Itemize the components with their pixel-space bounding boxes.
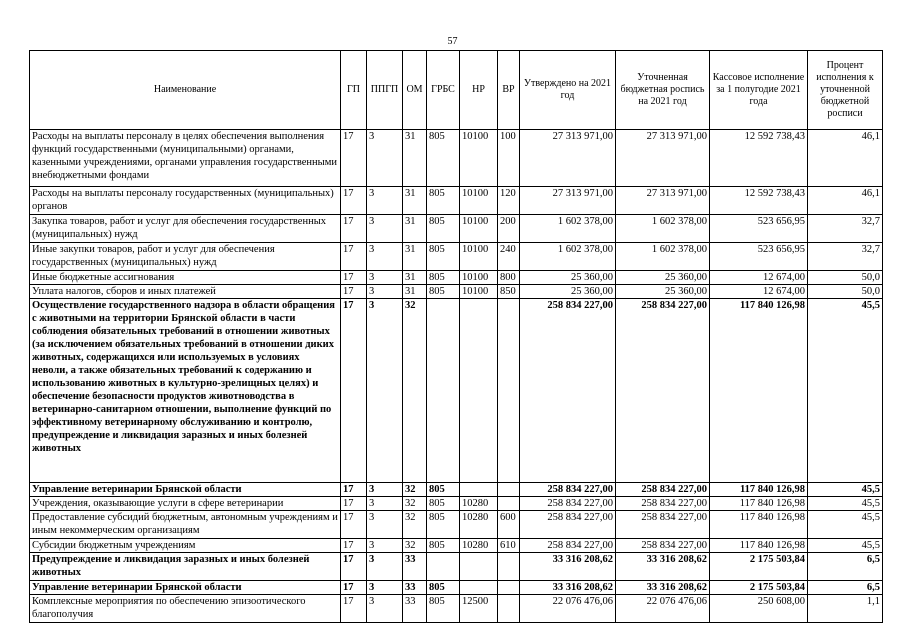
cell-gp: 17 <box>341 581 367 595</box>
cell-refined: 1 602 378,00 <box>616 215 710 243</box>
cell-ppgp: 3 <box>367 539 403 553</box>
table-row <box>30 497 883 511</box>
cell-cash: 117 840 126,98 <box>710 539 808 553</box>
cell-nr: 10100 <box>460 215 498 243</box>
cell-refined: 27 313 971,00 <box>616 187 710 215</box>
cell-name: Предупреждение и ликвидация заразных и иных болезней животных <box>30 553 341 581</box>
table-row <box>30 243 883 271</box>
cell-approved: 25 360,00 <box>520 285 616 299</box>
cell-percent: 45,5 <box>808 511 883 539</box>
cell-approved: 1 602 378,00 <box>520 243 616 271</box>
cell-ppgp: 3 <box>367 553 403 581</box>
cell-grbs: 805 <box>427 215 460 243</box>
cell-ppgp: 3 <box>367 299 403 483</box>
cell-ppgp: 3 <box>367 243 403 271</box>
cell-nr: 10100 <box>460 130 498 187</box>
cell-ppgp: 3 <box>367 595 403 623</box>
cell-refined: 22 076 476,06 <box>616 595 710 623</box>
cell-percent: 32,7 <box>808 243 883 271</box>
cell-vr <box>498 497 520 511</box>
cell-percent: 45,5 <box>808 539 883 553</box>
cell-grbs <box>427 553 460 581</box>
cell-ppgp: 3 <box>367 215 403 243</box>
cell-vr <box>498 595 520 623</box>
cell-vr: 610 <box>498 539 520 553</box>
cell-cash: 12 592 738,43 <box>710 130 808 187</box>
cell-refined: 258 834 227,00 <box>616 483 710 497</box>
cell-grbs: 805 <box>427 483 460 497</box>
cell-gp: 17 <box>341 497 367 511</box>
cell-name: Предоставление субсидий бюджетным, автономным учреждениям и иным некоммерческим организациям <box>30 511 341 539</box>
cell-gp: 17 <box>341 299 367 483</box>
table-row <box>30 553 883 581</box>
cell-gp: 17 <box>341 483 367 497</box>
col-header-name: Наименование <box>30 51 341 130</box>
cell-om: 31 <box>403 215 427 243</box>
cell-percent: 50,0 <box>808 285 883 299</box>
cell-nr: 10280 <box>460 511 498 539</box>
cell-grbs: 805 <box>427 130 460 187</box>
cell-refined: 258 834 227,00 <box>616 299 710 483</box>
cell-om: 31 <box>403 271 427 285</box>
cell-om: 33 <box>403 553 427 581</box>
cell-nr: 10100 <box>460 285 498 299</box>
cell-grbs: 805 <box>427 271 460 285</box>
cell-nr: 10100 <box>460 271 498 285</box>
table-row <box>30 187 883 215</box>
cell-cash: 117 840 126,98 <box>710 497 808 511</box>
cell-name: Учреждения, оказывающие услуги в сфере ветеринарии <box>30 497 341 511</box>
cell-vr: 240 <box>498 243 520 271</box>
cell-approved: 258 834 227,00 <box>520 299 616 483</box>
cell-om: 31 <box>403 285 427 299</box>
cell-percent: 6,5 <box>808 581 883 595</box>
cell-ppgp: 3 <box>367 271 403 285</box>
cell-ppgp: 3 <box>367 187 403 215</box>
cell-name: Осуществление государственного надзора в области обращения с животными на территории Брянской области в части соблюдения обязательных требований в отношении животных (за исключением обязательных требований в отношении диких животных, содержащихся или используемых в условиях неволи, а также обязательных требований к содержанию и использованию животных в культурно-зрелищных целях) и обеспечение безопасности продуктов животноводства в ветеринарно-санитарном отношении, выполнение функций по эффективному ветеринарному обслуживанию и контролю, предупреждение и ликвидация заразных и иных болезней животных <box>30 299 341 483</box>
cell-refined: 27 313 971,00 <box>616 130 710 187</box>
cell-grbs: 805 <box>427 243 460 271</box>
cell-refined: 258 834 227,00 <box>616 511 710 539</box>
cell-grbs: 805 <box>427 187 460 215</box>
cell-om: 32 <box>403 539 427 553</box>
cell-nr: 10280 <box>460 539 498 553</box>
cell-refined: 33 316 208,62 <box>616 553 710 581</box>
cell-nr: 10280 <box>460 497 498 511</box>
cell-approved: 33 316 208,62 <box>520 581 616 595</box>
cell-refined: 258 834 227,00 <box>616 497 710 511</box>
cell-cash: 12 674,00 <box>710 271 808 285</box>
cell-percent: 45,5 <box>808 299 883 483</box>
table-row <box>30 511 883 539</box>
cell-percent: 46,1 <box>808 187 883 215</box>
cell-vr: 200 <box>498 215 520 243</box>
cell-grbs: 805 <box>427 511 460 539</box>
cell-name: Комплексные мероприятия по обеспечению эпизоотического благополучия <box>30 595 341 623</box>
cell-nr: 10100 <box>460 187 498 215</box>
cell-approved: 258 834 227,00 <box>520 539 616 553</box>
cell-gp: 17 <box>341 553 367 581</box>
table-header-row <box>30 51 883 130</box>
cell-approved: 258 834 227,00 <box>520 497 616 511</box>
col-header-percent: Процент исполнения к уточненной бюджетной росписи <box>808 51 883 130</box>
cell-name: Расходы на выплаты персоналу в целях обеспечения выполнения функций государственными (муниципальными) органами, казенными учреждениями, органами управления государственными внебюджетными фондами <box>30 130 341 187</box>
cell-om: 32 <box>403 497 427 511</box>
cell-om: 31 <box>403 243 427 271</box>
cell-cash: 2 175 503,84 <box>710 581 808 595</box>
page-number: 57 <box>447 36 458 47</box>
col-header-vr: ВР <box>498 51 520 130</box>
cell-om: 32 <box>403 511 427 539</box>
cell-percent: 45,5 <box>808 483 883 497</box>
cell-nr: 12500 <box>460 595 498 623</box>
cell-grbs: 805 <box>427 497 460 511</box>
cell-gp: 17 <box>341 539 367 553</box>
cell-vr <box>498 553 520 581</box>
cell-om: 31 <box>403 130 427 187</box>
col-header-approved: Утверждено на 2021 год <box>520 51 616 130</box>
cell-ppgp: 3 <box>367 130 403 187</box>
cell-vr <box>498 299 520 483</box>
cell-nr: 10100 <box>460 243 498 271</box>
cell-grbs: 805 <box>427 539 460 553</box>
cell-cash: 2 175 503,84 <box>710 553 808 581</box>
cell-nr <box>460 299 498 483</box>
cell-nr <box>460 553 498 581</box>
cell-percent: 32,7 <box>808 215 883 243</box>
cell-percent: 45,5 <box>808 497 883 511</box>
table-row <box>30 215 883 243</box>
cell-nr <box>460 483 498 497</box>
cell-grbs: 805 <box>427 581 460 595</box>
cell-vr: 850 <box>498 285 520 299</box>
budget-table <box>29 50 883 623</box>
cell-gp: 17 <box>341 187 367 215</box>
cell-cash: 12 674,00 <box>710 285 808 299</box>
cell-ppgp: 3 <box>367 511 403 539</box>
cell-name: Расходы на выплаты персоналу государственных (муниципальных) органов <box>30 187 341 215</box>
cell-ppgp: 3 <box>367 285 403 299</box>
cell-om: 32 <box>403 483 427 497</box>
cell-gp: 17 <box>341 285 367 299</box>
cell-cash: 117 840 126,98 <box>710 511 808 539</box>
cell-cash: 12 592 738,43 <box>710 187 808 215</box>
cell-vr <box>498 483 520 497</box>
cell-name: Управление ветеринарии Брянской области <box>30 483 341 497</box>
cell-cash: 117 840 126,98 <box>710 483 808 497</box>
cell-om: 31 <box>403 187 427 215</box>
table-row <box>30 539 883 553</box>
cell-vr: 100 <box>498 130 520 187</box>
table-row <box>30 130 883 187</box>
table-row <box>30 271 883 285</box>
cell-grbs: 805 <box>427 285 460 299</box>
cell-refined: 258 834 227,00 <box>616 539 710 553</box>
cell-name: Уплата налогов, сборов и иных платежей <box>30 285 341 299</box>
cell-cash: 523 656,95 <box>710 243 808 271</box>
table-row <box>30 483 883 497</box>
cell-name: Иные закупки товаров, работ и услуг для обеспечения государственных (муниципальных) нужд <box>30 243 341 271</box>
cell-name: Субсидии бюджетным учреждениям <box>30 539 341 553</box>
col-header-om: ОМ <box>403 51 427 130</box>
cell-vr: 600 <box>498 511 520 539</box>
table-row <box>30 581 883 595</box>
cell-percent: 1,1 <box>808 595 883 623</box>
cell-percent: 46,1 <box>808 130 883 187</box>
cell-om: 33 <box>403 581 427 595</box>
cell-gp: 17 <box>341 215 367 243</box>
cell-approved: 33 316 208,62 <box>520 553 616 581</box>
cell-vr <box>498 581 520 595</box>
cell-gp: 17 <box>341 271 367 285</box>
col-header-gp: ГП <box>341 51 367 130</box>
cell-approved: 1 602 378,00 <box>520 215 616 243</box>
cell-gp: 17 <box>341 243 367 271</box>
cell-gp: 17 <box>341 511 367 539</box>
table-row <box>30 285 883 299</box>
table-row <box>30 595 883 623</box>
cell-refined: 25 360,00 <box>616 285 710 299</box>
cell-approved: 22 076 476,06 <box>520 595 616 623</box>
col-header-refined: Уточненная бюджетная роспись на 2021 год <box>616 51 710 130</box>
cell-refined: 25 360,00 <box>616 271 710 285</box>
cell-cash: 250 608,00 <box>710 595 808 623</box>
cell-percent: 6,5 <box>808 553 883 581</box>
col-header-ppgp: ППГП <box>367 51 403 130</box>
cell-percent: 50,0 <box>808 271 883 285</box>
col-header-grbs: ГРБС <box>427 51 460 130</box>
col-header-nr: НР <box>460 51 498 130</box>
cell-grbs <box>427 299 460 483</box>
cell-approved: 25 360,00 <box>520 271 616 285</box>
cell-refined: 1 602 378,00 <box>616 243 710 271</box>
cell-approved: 27 313 971,00 <box>520 130 616 187</box>
cell-vr: 800 <box>498 271 520 285</box>
table-row <box>30 299 883 483</box>
cell-grbs: 805 <box>427 595 460 623</box>
cell-ppgp: 3 <box>367 497 403 511</box>
cell-cash: 117 840 126,98 <box>710 299 808 483</box>
cell-approved: 258 834 227,00 <box>520 511 616 539</box>
cell-refined: 33 316 208,62 <box>616 581 710 595</box>
cell-gp: 17 <box>341 130 367 187</box>
cell-approved: 27 313 971,00 <box>520 187 616 215</box>
cell-nr <box>460 581 498 595</box>
cell-om: 32 <box>403 299 427 483</box>
cell-cash: 523 656,95 <box>710 215 808 243</box>
table-body <box>30 130 883 623</box>
cell-name: Управление ветеринарии Брянской области <box>30 581 341 595</box>
cell-name: Иные бюджетные ассигнования <box>30 271 341 285</box>
cell-approved: 258 834 227,00 <box>520 483 616 497</box>
cell-ppgp: 3 <box>367 483 403 497</box>
cell-name: Закупка товаров, работ и услуг для обеспечения государственных (муниципальных) нужд <box>30 215 341 243</box>
cell-vr: 120 <box>498 187 520 215</box>
cell-ppgp: 3 <box>367 581 403 595</box>
col-header-cash: Кассовое исполнение за 1 полугодие 2021 года <box>710 51 808 130</box>
cell-om: 33 <box>403 595 427 623</box>
cell-gp: 17 <box>341 595 367 623</box>
